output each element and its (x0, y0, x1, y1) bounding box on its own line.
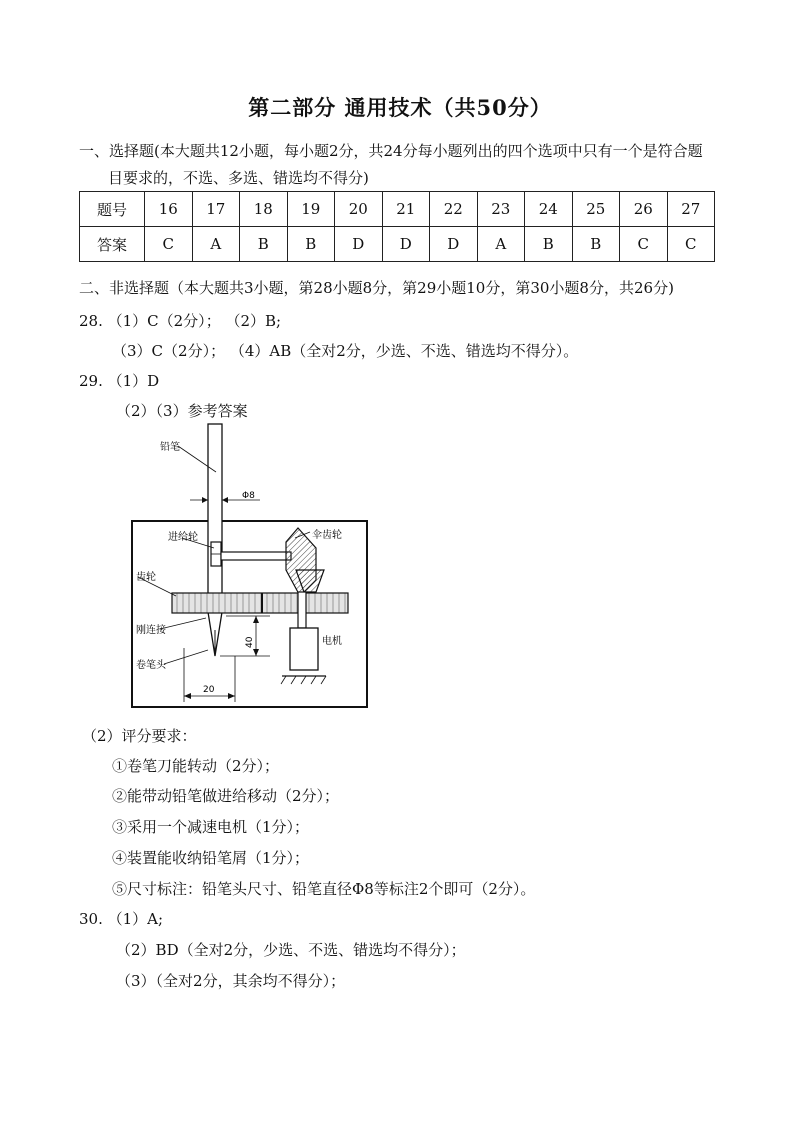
grading-item: ①卷笔刀能转动（2分）； (112, 757, 280, 775)
sharpener-diagram (120, 420, 380, 715)
table-cell-answer: A (192, 227, 240, 262)
drive-shaft (221, 552, 291, 560)
table-cell-number: 25 (572, 192, 620, 227)
section1-heading-line2: 目要求的，不选、多选、错选均不得分) (108, 169, 369, 187)
grading-item: ③采用一个减速电机（1分）； (112, 818, 310, 836)
grading-item: ②能带动铅笔做进给移动（2分）； (112, 787, 340, 805)
housing-box (132, 521, 367, 707)
table-cell-number: 17 (192, 192, 240, 227)
label-pencil: 铅笔 (160, 442, 180, 453)
table-header-number: 题号 (80, 192, 145, 227)
table-row-numbers (80, 192, 715, 227)
q29-line2: （2）（3）参考答案 (116, 402, 248, 420)
table-cell-number: 26 (620, 192, 668, 227)
table-cell-number: 22 (430, 192, 478, 227)
pencil-body (208, 424, 222, 612)
table-cell-number: 19 (287, 192, 335, 227)
q29-grading-title: （2）评分要求： (82, 727, 197, 745)
table-cell-number: 18 (240, 192, 288, 227)
table-cell-number: 20 (335, 192, 383, 227)
label-sharpener: 卷笔头 (136, 660, 166, 671)
q30-line2: （2）BD（全对2分，少选、不选、错选均不得分）； (116, 941, 466, 959)
section2-heading: 二、非选择题（本大题共3小题，第28小题8分，第29小题10分，第30小题8分，共26分) (79, 279, 674, 297)
label-feed-wheel: 进给轮 (168, 532, 198, 543)
grading-item: ④装置能收纳铅笔屑（1分）； (112, 849, 310, 867)
label-rigid: 刚连接 (136, 625, 166, 636)
label-diameter: Φ8 (242, 491, 255, 501)
main-gear (172, 593, 348, 613)
table-cell-answer: B (240, 227, 288, 262)
table-cell-number: 27 (667, 192, 715, 227)
label-dim-height: 40 (245, 636, 255, 648)
table-cell-answer: B (572, 227, 620, 262)
table-cell-number: 21 (382, 192, 430, 227)
table-cell-answer: B (287, 227, 335, 262)
table-cell-answer: A (477, 227, 525, 262)
answer-table (79, 191, 715, 262)
q29-line1: 29. （1）D (79, 372, 160, 390)
q28-line1: 28. （1）C（2分）； （2）B; (79, 312, 282, 330)
table-cell-answer: B (525, 227, 573, 262)
label-motor: 电机 (322, 636, 342, 647)
q30-line1: 30. （1）A; (79, 910, 164, 928)
table-cell-answer: C (145, 227, 193, 262)
grading-item: ⑤尺寸标注：铅笔头尺寸、铅笔直径Φ8等标注2个即可（2分）。 (112, 880, 536, 898)
table-cell-number: 23 (477, 192, 525, 227)
table-cell-number: 16 (145, 192, 193, 227)
table-cell-number: 24 (525, 192, 573, 227)
label-bevel-gear: 伞齿轮 (312, 530, 342, 541)
label-gear: 齿轮 (136, 572, 156, 583)
q28-line2: （3）C（2分）； （4）AB（全对2分，少选、不选、错选均不得分）。 (112, 342, 579, 360)
table-header-answer: 答案 (80, 227, 145, 262)
table-cell-answer: D (335, 227, 383, 262)
table-row-answers (80, 227, 715, 262)
table-cell-answer: C (667, 227, 715, 262)
section1-heading-line1: 一、选择题(本大题共12小题，每小题2分，共24分每小题列出的四个选项中只有一个是符合题 (79, 142, 703, 160)
motor (290, 628, 318, 670)
label-dim-width: 20 (203, 685, 215, 695)
q30-line3: （3）（全对2分，其余均不得分）； (116, 972, 346, 990)
page-title: 第二部分 通用技术（共50分） (248, 95, 552, 120)
table-cell-answer: C (620, 227, 668, 262)
table-cell-answer: D (382, 227, 430, 262)
table-cell-answer: D (430, 227, 478, 262)
